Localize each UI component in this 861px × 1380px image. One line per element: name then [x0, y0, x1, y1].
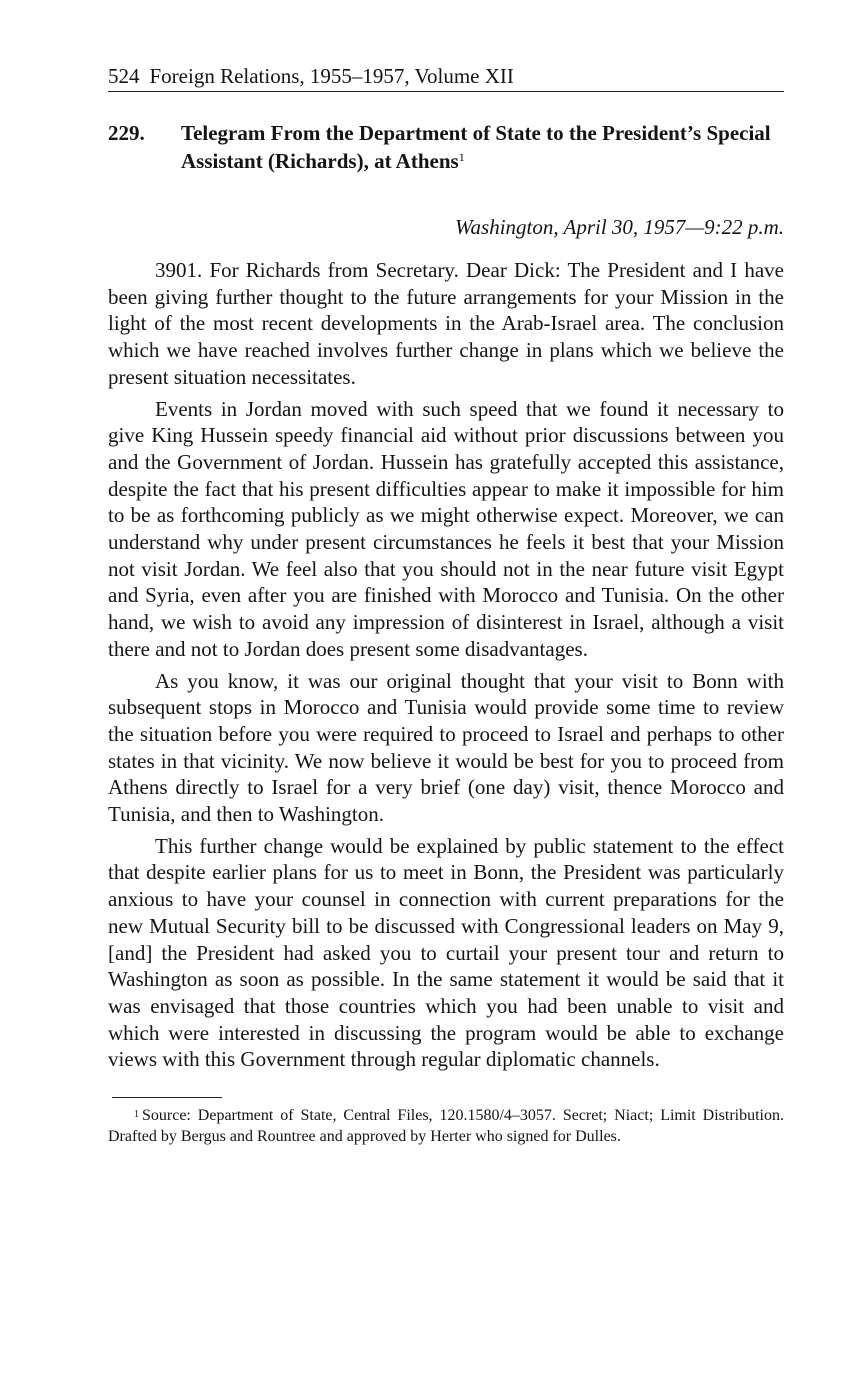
footnote: [108, 1106, 784, 1147]
paragraph: As you know, it was our original thought that your visit to Bonn with subsequent stops in Morocco and Tunisia would provide some time to review the situation before you were required to proceed to Israel and perhaps to other states in that vicinity. We now believe it would be best for you to proceed from Athens directly to Israel for a very brief (one day) visit, thence Morocco and Tunisia, and then to Washington.: [108, 668, 784, 827]
footnote-reference[interactable]: 1: [458, 150, 465, 164]
paragraph: This further change would be explained by public statement to the effect that despite earlier plans for us to meet in Bonn, the President was particularly anxious to have your counsel in connection with current preparations for the new Mutual Security bill to be discussed with Congressional leaders on May 9, [and] the President had asked you to curtail your present tour and return to Washington as soon as possible. In the same statement it would be said that it was envisaged that those countries which you had been unable to visit and which were interested in discussing the program would be able to exchange views with this Government through regular diplomatic channels.: [108, 833, 784, 1072]
document-title: Telegram From the Department of State to the President’s Special Assistant (Richards), at Athens: [181, 121, 771, 173]
series-title: Foreign Relations, 1955–1957, Volume XII: [149, 64, 514, 88]
dateline: Washington, April 30, 1957—9:22 p.m.: [454, 215, 784, 239]
document-page: [108, 62, 784, 1147]
running-head: [108, 62, 784, 92]
document-title-block: [181, 119, 784, 175]
footnote-marker: 1: [134, 1109, 139, 1121]
page-number: 524: [108, 64, 140, 88]
footnote-divider: [112, 1097, 222, 1098]
document-number: 229.: [108, 121, 145, 145]
paragraph: Events in Jordan moved with such speed that we found it necessary to give King Hussein speedy financial aid without prior discussions between you and the Government of Jordan. Hussein has gratefully accepted this assistance, despite the fact that his present difficulties appear to make it impossible for him to be as forthcoming publicly as we might otherwise expect. Moreover, we can understand why under present circumstances he feels it best that your Mission not visit Jordan. We feel also that you should not in the near future visit Egypt and Syria, even after you are finished with Morocco and Tunisia. On the other hand, we wish to avoid any impression of disinterest in Israel, although a visit there and not to Jordan does present some disadvantages.: [108, 396, 784, 661]
telegram-body: [108, 257, 784, 1073]
paragraph: 3901. For Richards from Secretary. Dear Dick: The President and I have been giving further thought to the future arrangements for your Mission in the light of the most recent developments in the Arab-Israel area. The conclusion which we have reached involves further change in plans which we believe the present situation necessitates.: [108, 258, 784, 389]
footnote-text: Source: Department of State, Central Files, 120.1580/4–3057. Secret; Niact; Limit Distribution. Drafted by Bergus and Rountree and approved by Herter who signed for Dulles.: [108, 1107, 784, 1145]
document-heading: [108, 119, 784, 175]
